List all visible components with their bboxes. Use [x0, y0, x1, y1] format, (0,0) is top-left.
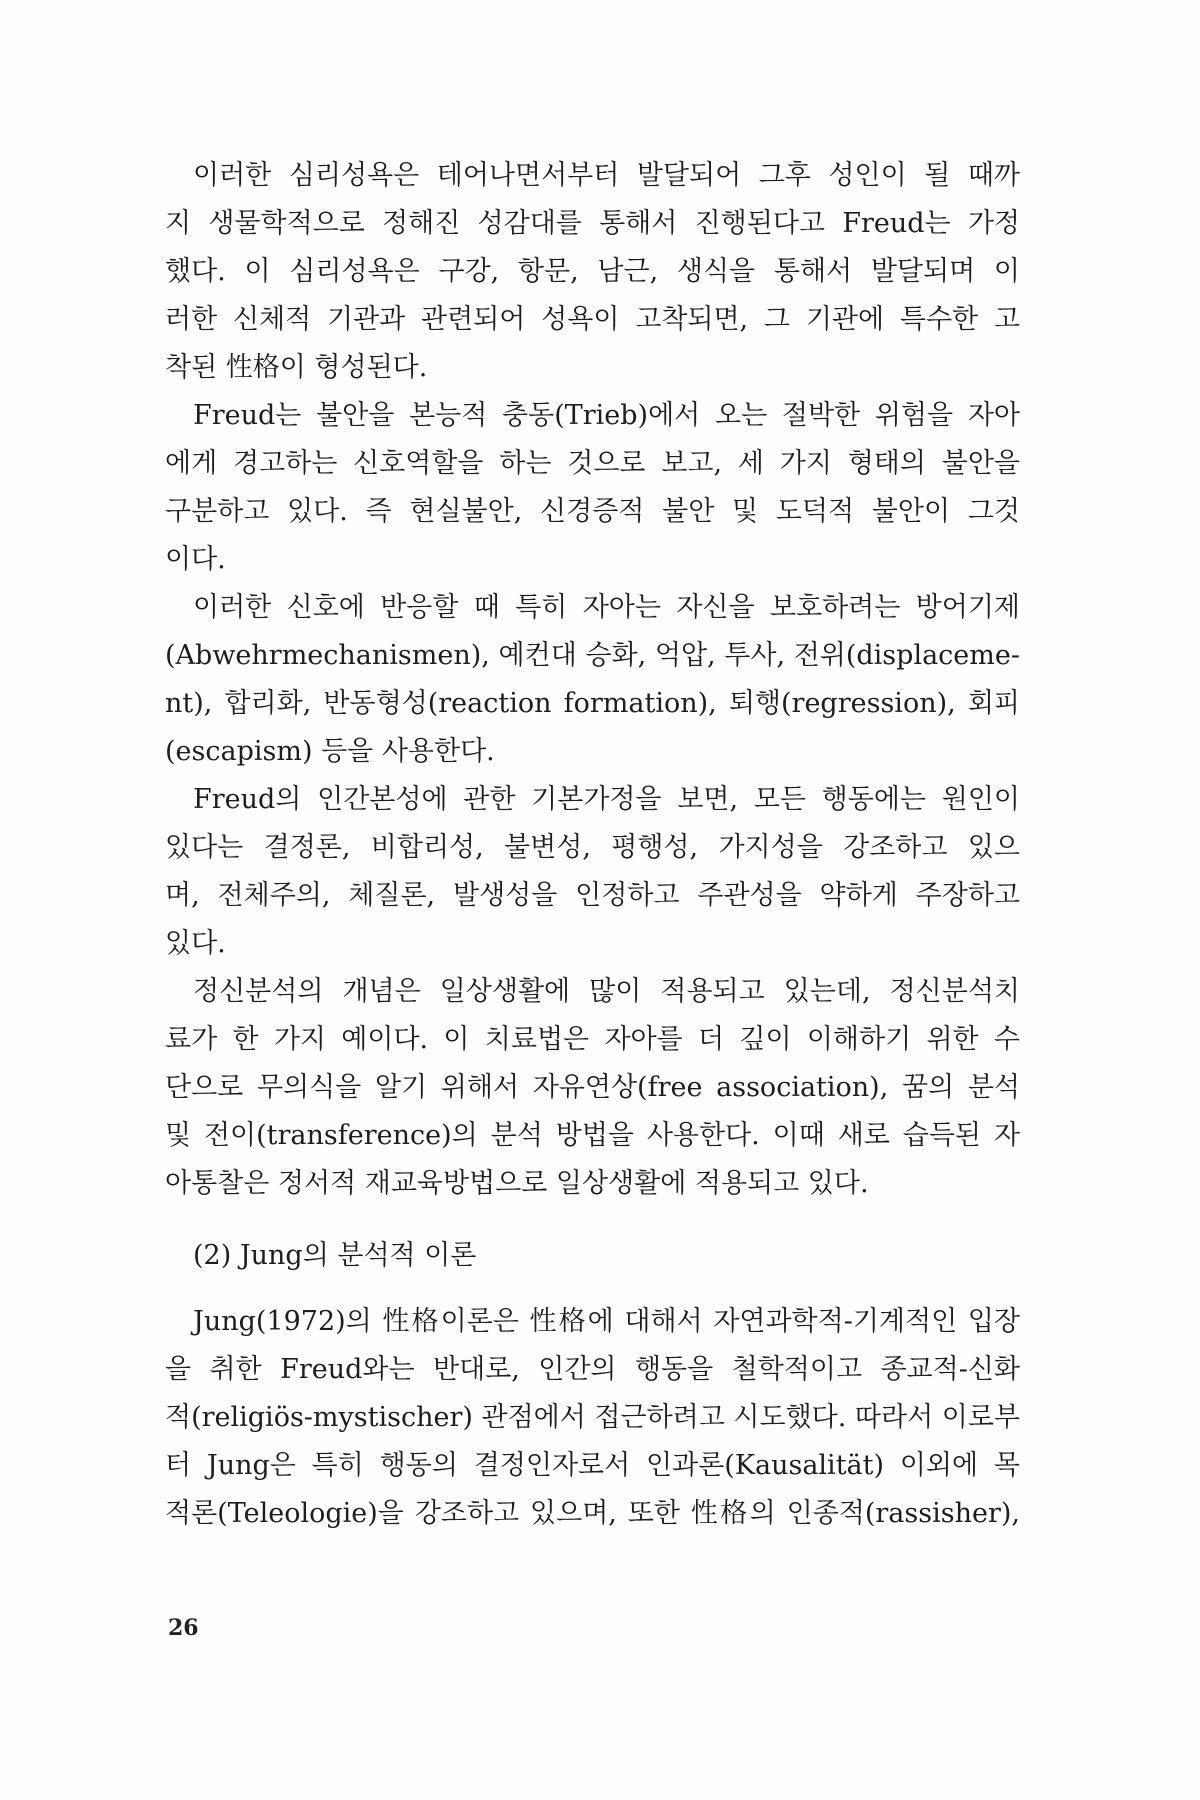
text-line: 이러한 신호에 반응할 때 특히 자아는 자신을 보호하려는 방어기제	[193, 592, 1020, 623]
text-line: (Abwehrmechanismen), 예컨대 승화, 억압, 투사, 전위(displaceme-	[165, 640, 1020, 671]
text-line: 있다는 결정론, 비합리성, 불변성, 평행성, 가지성을 강조하고 있으	[165, 832, 1020, 863]
text-line: nt), 합리화, 반동형성(reaction formation), 퇴행(regression), 회피	[165, 688, 1020, 719]
page-number: 26	[168, 1615, 199, 1641]
text-line: 적론(Teleologie)을 강조하고 있으며, 또한 性格의 인종적(rassisher),	[165, 1498, 1020, 1529]
text-line: 며, 전체주의, 체질론, 발생성을 인정하고 주관성을 약하게 주장하고	[165, 880, 1020, 911]
text-line: 및 전이(transference)의 분석 방법을 사용한다. 이때 새로 습득된 자	[165, 1120, 1020, 1151]
text-line: 이러한 심리성욕은 테어나면서부터 발달되어 그후 성인이 될 때까	[193, 160, 1020, 191]
text-line: Freud는 불안을 본능적 충동(Trieb)에서 오는 절박한 위험을 자아	[193, 400, 1020, 431]
text-line: 료가 한 가지 예이다. 이 치료법은 자아를 더 깊이 이해하기 위한 수	[165, 1024, 1020, 1055]
text-line: 착된 性格이 형성된다.	[165, 352, 428, 383]
text-line: 단으로 무의식을 알기 위해서 자유연상(free association), 꿈의 분석	[165, 1072, 1020, 1103]
text-line: 을 취한 Freud와는 반대로, 인간의 행동을 철학적이고 종교적-신화	[165, 1354, 1020, 1385]
text-line: 아통찰은 정서적 재교육방법으로 일상생활에 적용되고 있다.	[165, 1168, 869, 1199]
text-line: Jung(1972)의 性格이론은 性格에 대해서 자연과학적-기계적인 입장	[193, 1306, 1020, 1337]
text-line: 터 Jung은 특히 행동의 결정인자로서 인과론(Kausalität) 이외에 목	[165, 1450, 1020, 1481]
text-line: 있다.	[165, 928, 226, 959]
body-text-after-heading	[165, 1298, 1020, 1538]
text-line: 정신분석의 개념은 일상생활에 많이 적용되고 있는데, 정신분석치	[193, 976, 1020, 1007]
text-line: 구분하고 있다. 즉 현실불안, 신경증적 불안 및 도덕적 불안이 그것	[165, 496, 1020, 527]
text-line: 에게 경고하는 신호역할을 하는 것으로 보고, 세 가지 형태의 불안을	[165, 448, 1020, 479]
text-line: Freud의 인간본성에 관한 기본가정을 보면, 모든 행동에는 원인이	[193, 784, 1020, 815]
text-line: 적(religiös-mystischer) 관점에서 접근하려고 시도했다. 따라서 이로부	[165, 1402, 1020, 1433]
section-heading: (2) Jung의 분석적 이론	[193, 1240, 477, 1271]
text-line: 했다. 이 심리성욕은 구강, 항문, 남근, 생식을 통해서 발달되며 이	[165, 256, 1020, 287]
text-line: 지 생물학적으로 정해진 성감대를 통해서 진행된다고 Freud는 가정	[165, 208, 1020, 239]
text-line: 이다.	[165, 544, 226, 575]
text-line: 러한 신체적 기관과 관련되어 성욕이 고착되면, 그 기관에 특수한 고	[165, 304, 1020, 335]
text-line: (escapism) 등을 사용한다.	[165, 736, 495, 767]
body-text-before-heading	[165, 152, 1020, 1208]
